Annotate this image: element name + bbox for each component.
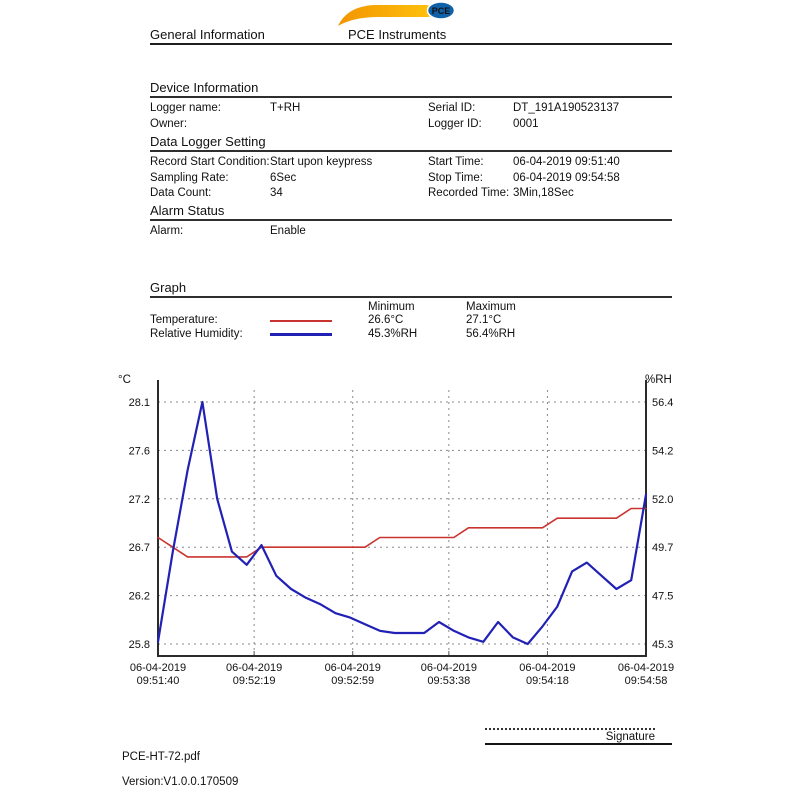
field-value: T+RH [270, 102, 301, 114]
signature-bottom-rule [485, 743, 672, 745]
x-tick-label-date: 06-04-2019 [420, 662, 477, 674]
header-rule [150, 43, 672, 45]
file-name: PCE-HT-72.pdf [122, 751, 200, 763]
field-value [513, 224, 672, 240]
x-tick-label-date: 06-04-2019 [225, 662, 283, 674]
brand-name: PCE Instruments [348, 27, 447, 42]
field-value [270, 117, 428, 133]
legend-humidity-min: 45.3%RH [368, 328, 418, 340]
logger-setting-heading: Data Logger Setting [150, 134, 266, 149]
field-label: Record Start Condition: [150, 156, 270, 168]
x-tick-label-time: 09:53:38 [427, 675, 471, 687]
x-tick-label-date: 06-04-2019 [324, 662, 381, 674]
version-label: Version:V1.0.0.170509 [122, 776, 239, 788]
legend-humidity-max: 56.4%RH [466, 328, 516, 340]
y-right-tick-label: 49.7 [652, 542, 674, 555]
legend-temperature-min: 26.6°C [368, 314, 404, 326]
y-left-tick-label: 27.6 [128, 445, 150, 458]
graph-rule [150, 296, 672, 298]
field-label: Logger ID: [428, 117, 482, 130]
y-left-tick-label: 27.2 [128, 493, 150, 506]
field-label: Serial ID: [428, 102, 476, 114]
alarm-status-rows [150, 224, 672, 240]
field-value: 0001 [513, 117, 539, 130]
field-value: 06-04-2019 09:54:58 [513, 171, 620, 184]
y-right-tick-label: 52.0 [652, 493, 674, 506]
x-tick-label-time: 09:52:59 [331, 675, 375, 687]
field-label: Sampling Rate: [150, 171, 229, 184]
legend-min-header: Minimum [368, 301, 415, 313]
x-tick-label-time: 09:51:40 [136, 675, 180, 687]
page-title: General Information [150, 27, 265, 42]
field-value: 3Min,18Sec [513, 187, 574, 199]
device-info-heading: Device Information [150, 80, 259, 95]
x-tick-label-date: 06-04-2019 [129, 662, 187, 674]
field-label: Alarm: [150, 225, 184, 237]
signature-label: Signature [605, 731, 655, 743]
logger-setting-rule [150, 150, 672, 152]
y-axis-right-title: %RH [645, 374, 672, 386]
field-label: Stop Time: [428, 171, 483, 184]
logo-badge-text: PCE [431, 6, 451, 16]
field-label [428, 224, 513, 240]
humidity-line-sample [270, 333, 332, 336]
temperature-line-sample [270, 320, 332, 322]
y-left-tick-label: 25.8 [128, 639, 150, 651]
field-label: Recorded Time: [428, 187, 510, 199]
alarm-status-heading: Alarm Status [150, 203, 225, 218]
field-value: 6Sec [270, 171, 297, 184]
legend-temperature-label: Temperature: [150, 314, 218, 326]
legend-humidity-label: Relative Humidity: [150, 328, 243, 340]
pce-logo [336, 1, 458, 27]
alarm-status-rule [150, 219, 672, 221]
legend-max-header: Maximum [466, 301, 516, 313]
y-left-tick-label: 26.2 [128, 590, 150, 603]
device-info-rule [150, 96, 672, 98]
field-value: DT_191A190523137 [513, 102, 620, 114]
y-left-tick-label: 26.7 [128, 542, 150, 555]
y-left-tick-label: 28.1 [128, 397, 150, 409]
field-value: 34 [270, 187, 283, 199]
signature-line [485, 728, 655, 730]
field-label: Start Time: [428, 156, 484, 168]
logo-swoosh-icon [338, 5, 433, 26]
y-axis-left-title: °C [118, 374, 131, 386]
x-tick-label-time: 09:54:18 [526, 675, 569, 687]
field-value: 06-04-2019 09:51:40 [513, 156, 620, 168]
y-right-tick-label: 56.4 [652, 397, 674, 409]
x-tick-label-time: 09:54:58 [624, 675, 668, 687]
field-value: Start upon keypress [270, 156, 373, 168]
device-info-rows [150, 101, 672, 132]
field-label: Data Count: [150, 187, 212, 199]
logger-setting-rows [150, 155, 672, 202]
x-tick-label-time: 09:52:19 [232, 675, 276, 687]
field-value: Enable [270, 225, 306, 237]
graph-heading: Graph [150, 280, 187, 295]
chart-svg [100, 368, 680, 698]
humidity-line [158, 402, 646, 644]
x-tick-label-date: 06-04-2019 [617, 662, 675, 674]
field-label: Logger name: [150, 102, 221, 114]
field-label: Owner: [150, 117, 188, 130]
x-tick-label-date: 06-04-2019 [519, 662, 576, 674]
y-right-tick-label: 47.5 [652, 590, 674, 603]
y-right-tick-label: 45.3 [652, 639, 674, 651]
legend-temperature-max: 27.1°C [466, 314, 502, 326]
y-right-tick-label: 54.2 [652, 445, 674, 458]
